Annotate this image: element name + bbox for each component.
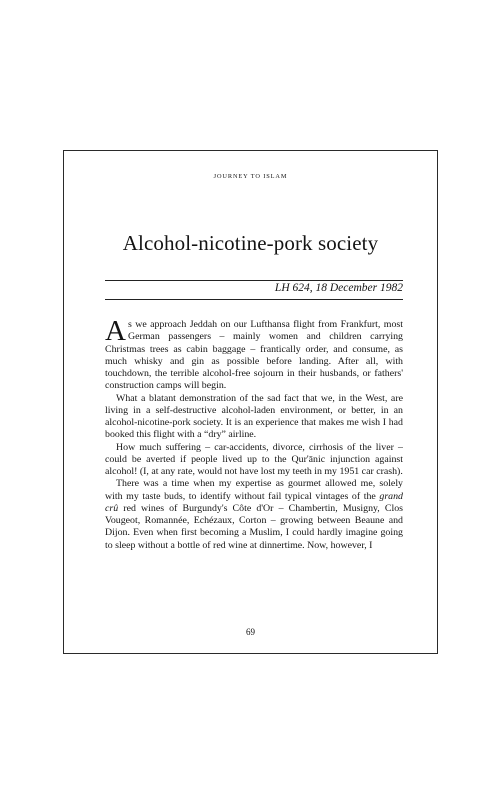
paragraph bbox=[105, 315, 403, 393]
drop-cap: A bbox=[105, 315, 126, 347]
paragraph-text: s we approach Jeddah on our Lufthansa flight from Frankfurt, most German passengers – mainly women and children carrying Christmas trees as cabin baggage – frantically order, and consume, as much whisky and gin as possible before landing. After all, with touchdown, the terrible alcohol-free sojourn in their husbands, or fathers' construction camps will begin. bbox=[105, 319, 403, 392]
dateline: LH 624, 18 December 1982 bbox=[274, 282, 403, 294]
top-rule bbox=[105, 280, 403, 281]
paragraph bbox=[105, 478, 403, 552]
bottom-rule bbox=[105, 299, 403, 300]
page-number: 69 bbox=[246, 627, 255, 637]
paragraph-text: red wines of Burgundy's Côte d'Or – Chambertin, Musigny, Clos Vougeot, Romannée, Echézaux, Corton – growing between Beaune and Dijon. Even when first becoming a Muslim, I could hardly imagine going to sleep without a bottle of red wine at dinnertime. Now, however, I bbox=[105, 502, 403, 551]
body-text bbox=[105, 315, 403, 552]
running-head: JOURNEY TO ISLAM bbox=[213, 173, 288, 180]
italic-term: grand crû bbox=[105, 490, 403, 514]
paragraph: How much suffering – car-accidents, divorce, cirrhosis of the liver – could be averted if people lived up to the Qur'ānic injunction against alcohol! (I, at any rate, would not have lost my teeth in my 1951 car crash). bbox=[105, 441, 403, 477]
paragraph-text: There was a time when my expertise as gourmet allowed me, solely with my taste buds, to identify without fail typical vintages of the bbox=[105, 478, 403, 502]
paragraph: What a blatant demonstration of the sad fact that we, in the West, are living in a self-destructive alcohol-laden environment, or better, in an alcohol-nicotine-pork society. It is an experience that makes me wish I had booked this flight with a “dry” airline. bbox=[105, 392, 403, 441]
book-page bbox=[63, 150, 438, 654]
chapter-title: Alcohol-nicotine-pork society bbox=[122, 231, 379, 255]
